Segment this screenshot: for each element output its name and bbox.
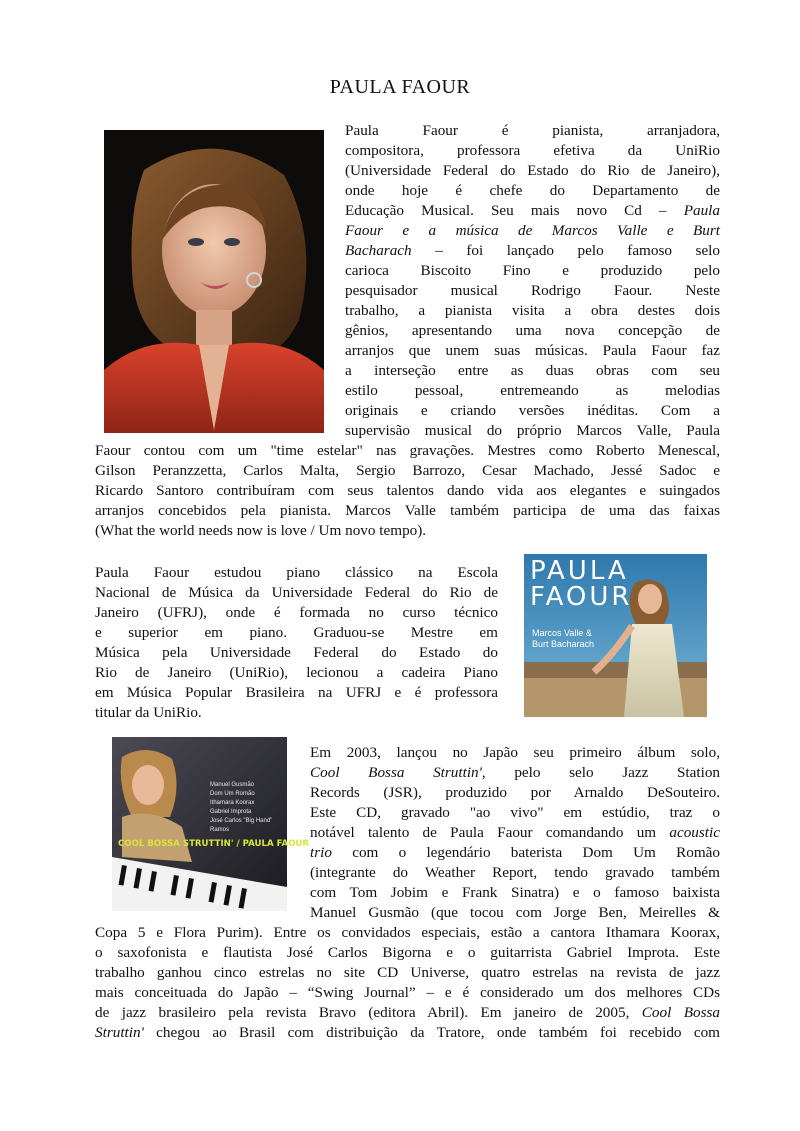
text-segment: mais conceituada do Japão – “Swing Journal” – e é considerado um dos melhores CDs (95, 984, 720, 1001)
italic-title: Cool Bossa (641, 1004, 720, 1021)
text-segment: , pelo selo Jazz Station (481, 764, 721, 781)
text-line (310, 803, 720, 823)
text-segment: em Música Popular Brasileira na UFRJ e é professora (95, 684, 498, 701)
text-line (95, 983, 720, 1003)
text-segment: (Universidade Federal do Estado do Rio de Janeiro), (345, 162, 720, 179)
text-line (95, 521, 720, 541)
album1-subtitle-line2: Burt Bacharach (532, 639, 595, 649)
italic-title: Faour e a música de Marcos Valle e Burt (345, 222, 720, 239)
text-segment: Educação Musical. Seu mais novo Cd – (345, 202, 684, 219)
text-segment: Janeiro (UFRJ), onde é formada no curso técnico (95, 604, 498, 621)
text-segment: Ricardo Santoro contribuíram com seus talentos dando vida aos elegantes e suingados (95, 482, 720, 499)
text-line (95, 623, 498, 643)
text-segment: arranjos concebidos pela pianista. Marcos Valle também participa de uma das faixas (95, 502, 720, 519)
text-segment: Gilson Peranzzetta, Carlos Malta, Sergio Barrozo, Cesar Machado, Jessé Sadoc e (95, 462, 720, 479)
italic-title: Struttin' (95, 1024, 144, 1041)
text-line (345, 421, 720, 441)
text-line (95, 703, 498, 723)
text-line (345, 161, 720, 181)
album2-credit: Gabriel Improta (210, 809, 252, 815)
text-segment: Records (JSR), produzido por Arnaldo DeSouteiro. (310, 784, 720, 801)
text-line (95, 441, 720, 461)
text-segment: (integrante do Weather Report, tendo gravado também (310, 864, 720, 881)
text-segment: chegou ao Brasil com distribuição da Tratore, onde também foi recebido com (143, 1024, 720, 1041)
text-line (310, 843, 720, 863)
text-line (95, 481, 720, 501)
album2-credits (210, 781, 282, 835)
text-line (95, 643, 498, 663)
text-line (310, 823, 720, 843)
text-segment: trabalho ganhou cinco estrelas no site CD Universe, quatro estrelas na revista de jazz (95, 964, 720, 981)
italic-title: trio (310, 844, 332, 861)
text-line (95, 563, 498, 583)
album2-title: COOL BOSSA STRUTTIN' / PAULA FAOUR (118, 839, 310, 849)
text-line (95, 501, 720, 521)
portrait-photo (104, 130, 324, 433)
text-segment: Copa 5 e Flora Purim). Entre os convidados especiais, estão a cantora Ithamara Koorax, (95, 924, 720, 941)
text-line (345, 341, 720, 361)
text-line (345, 281, 720, 301)
text-line (310, 783, 720, 803)
text-line (345, 381, 720, 401)
album1-name-line2: FAOUR (530, 582, 633, 612)
text-line (345, 261, 720, 281)
text-segment: Música pela Universidade Federal do Estado do (95, 644, 498, 661)
text-line (95, 923, 720, 943)
page-title: PAULA FAOUR (329, 76, 471, 98)
text-segment: Paula Faour é pianista, arranjadora, (345, 122, 720, 139)
album2-credit: Manuel Gusmão (210, 782, 255, 788)
text-segment: o saxofonista e flautista José Carlos Bigorna e o guitarrista Gabriel Improta. Este (95, 944, 720, 961)
italic-title: Cool Bossa Struttin' (310, 764, 482, 781)
text-segment: onde hoje é chefe do Departamento de (345, 182, 720, 199)
text-line (345, 301, 720, 321)
text-line (95, 583, 498, 603)
text-line (95, 461, 720, 481)
text-segment: a interseção entre as duas obras com seu (345, 362, 720, 379)
text-line (345, 201, 720, 221)
album1-subtitle-line1: Marcos Valle & (532, 628, 592, 638)
text-line (310, 743, 720, 763)
text-segment: Rio de Janeiro (UniRio), lecionou a cadeira Piano (95, 664, 498, 681)
text-segment: supervisão musical do próprio Marcos Valle, Paula (345, 422, 720, 439)
text-segment: compositora, professora efetiva da UniRio (345, 142, 720, 159)
text-line (345, 241, 720, 261)
text-segment: – foi lançado pelo famoso selo (411, 242, 720, 259)
text-segment: pesquisador musical Rodrigo Faour. Neste (345, 282, 720, 299)
text-segment: Paula Faour estudou piano clássico na Escola (95, 564, 498, 581)
text-segment: de jazz brasileiro pela revista Bravo (editora Abril). Em janeiro de 2005, (95, 1004, 642, 1021)
text-segment: com Tom Jobim e Frank Sinatra) e o famoso baixista (310, 884, 720, 901)
album-cover-cool-bossa-struttin (112, 737, 310, 911)
text-segment: e superior em piano. Graduou-se Mestre em (95, 624, 498, 641)
text-line (345, 221, 720, 241)
text-line (345, 141, 720, 161)
text-segment: Em 2003, lançou no Japão seu primeiro álbum solo, (310, 744, 720, 761)
album1-name-line1: PAULA (530, 556, 629, 586)
text-segment: arranjos que unem suas músicas. Paula Faour faz (345, 342, 720, 359)
text-line (345, 321, 720, 341)
text-segment: estilo pessoal, entremeando as melodias (345, 382, 720, 399)
text-segment: Este CD, gravado "ao vivo" em estúdio, traz o (310, 804, 720, 821)
album2-credit: Ithamara Koorax (210, 800, 255, 806)
album2-credit: José Carlos "Big Hand" Ramos (210, 818, 273, 833)
text-line (310, 883, 720, 903)
text-line (95, 683, 498, 703)
text-segment: originais e criando versões inéditas. Com a (345, 402, 720, 419)
text-line (95, 603, 498, 623)
text-segment: gênios, apresentando uma nova concepção de (345, 322, 720, 339)
text-line (95, 663, 498, 683)
text-segment: Nacional de Música da Universidade Federal do Rio de (95, 584, 498, 601)
text-line (345, 181, 720, 201)
text-segment: notável talento de Paula Faour comandando um (310, 824, 670, 841)
text-line (310, 863, 720, 883)
album-cover-valle-bacharach (524, 554, 707, 717)
text-line (95, 963, 720, 983)
text-segment: Faour contou com um "time estelar" nas gravações. Mestres como Roberto Menescal, (95, 442, 720, 459)
text-line (95, 1023, 720, 1043)
text-segment: com o legendário baterista Dom Um Romão (331, 844, 720, 861)
text-line (95, 943, 720, 963)
text-line (310, 763, 720, 783)
text-line (345, 361, 720, 381)
text-segment: trabalho, a pianista visita a obra destes dois (345, 302, 720, 319)
text-line (95, 1003, 720, 1023)
text-line (310, 903, 720, 923)
text-line (345, 121, 720, 141)
text-segment: Manuel Gusmão (que tocou com Jorge Ben, Meirelles & (310, 904, 720, 921)
text-segment: titular da UniRio. (95, 704, 202, 721)
text-segment: carioca Biscoito Fino e produzido pelo (345, 262, 720, 279)
album2-credit: Dom Um Romão (210, 791, 255, 797)
text-line (345, 401, 720, 421)
italic-title: acoustic (669, 824, 720, 841)
italic-title: Bacharach (345, 242, 412, 259)
text-segment: (What the world needs now is love / Um novo tempo). (95, 522, 427, 539)
italic-title: Paula (683, 202, 720, 219)
